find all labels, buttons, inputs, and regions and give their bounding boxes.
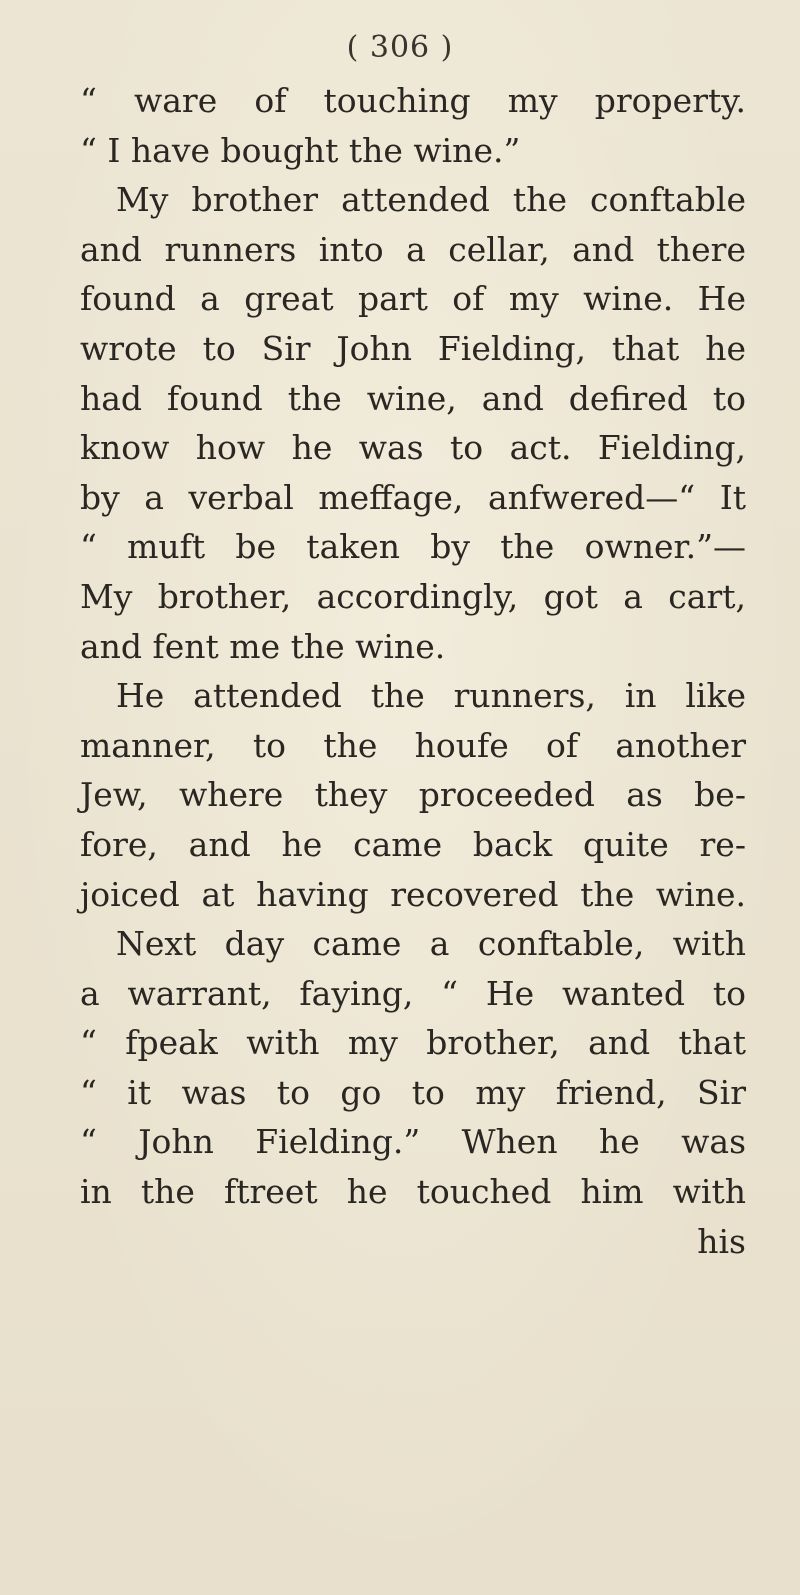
text-line: Jew, where they proceeded as be-: [80, 775, 746, 815]
text-line: “ muft be taken by the owner.”—: [80, 527, 746, 567]
text-line: joiced at having recovered the wine.: [80, 874, 746, 914]
text-line: “ John Fielding.” When he was: [80, 1122, 746, 1162]
text-line: found a great part of my wine. He: [80, 279, 746, 319]
text-line: wrote to Sir John Fielding, that he: [80, 328, 746, 368]
text-line: “ fpeak with my brother, and that: [80, 1023, 746, 1063]
text-line: and fent me the wine.: [80, 626, 446, 666]
text-line: He attended the runners, in like: [116, 676, 746, 716]
text-line: fore, and he came back quite re-: [80, 824, 746, 864]
text-line: Next day came a conftable, with: [116, 924, 746, 964]
text-line: by a verbal meffage, anfwered—“ It: [80, 477, 746, 517]
text-line: and runners into a cellar, and there: [80, 229, 746, 269]
text-line: know how he was to act. Fielding,: [80, 428, 746, 468]
catchword: his: [697, 1221, 746, 1261]
text-line: “ ware of touching my property.: [80, 81, 746, 120]
body-text: [80, 76, 746, 1266]
text-line: My brother, accordingly, got a cart,: [80, 576, 746, 616]
text-line: “ I have bought the wine.”: [80, 130, 521, 170]
text-line: manner, to the houfe of another: [80, 725, 746, 765]
text-line: had found the wine, and defired to: [80, 378, 746, 418]
text-line: a warrant, faying, “ He wanted to: [80, 973, 746, 1013]
text-line: My brother attended the conftable: [116, 180, 746, 220]
text-line: in the ftreet he touched him with: [80, 1172, 746, 1212]
text-line: “ it was to go to my friend, Sir: [80, 1072, 746, 1112]
page-number: ( 306 ): [346, 30, 454, 65]
